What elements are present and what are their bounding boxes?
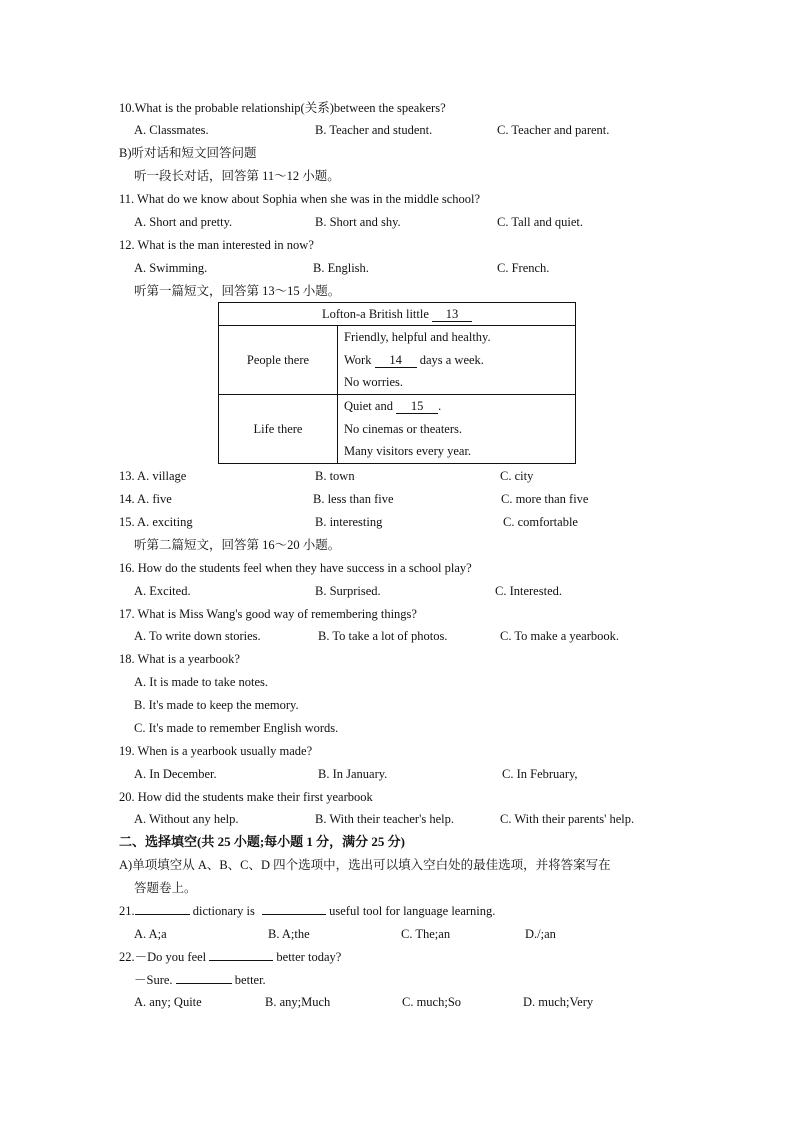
question-17-stem: 17. What is Miss Wang's good way of remembering things? xyxy=(119,607,417,621)
q12-option-c: C. French. xyxy=(497,261,550,275)
question-12-stem: 12. What is the man interested in now? xyxy=(119,238,314,252)
q22-option-d: D. much;Very xyxy=(523,995,594,1009)
q22-option-b: B. any;Much xyxy=(265,995,331,1009)
blank-13: 13 xyxy=(432,308,472,322)
q10-option-a: A. Classmates. xyxy=(134,123,209,137)
lofton-table xyxy=(218,302,576,464)
q21-option-b: B. A;the xyxy=(268,927,310,941)
q20-option-c: C. With their parents' help. xyxy=(500,812,635,826)
people-line-2-pre: Work xyxy=(344,352,375,367)
q14-option-b: B. less than five xyxy=(313,492,394,506)
question-20-stem: 20. How did the students make their first yearbook xyxy=(119,790,373,804)
q10-option-c: C. Teacher and parent. xyxy=(497,123,610,137)
q13-option-c: C. city xyxy=(500,469,534,483)
passage2-instruction: 听第二篇短文，回答第 16～20 小题。 xyxy=(134,538,341,552)
q20-option-a: A. Without any help. xyxy=(134,812,239,826)
q21-option-d: D./;an xyxy=(525,927,556,941)
q14-option-a: 14. A. five xyxy=(119,492,172,506)
q22-option-a: A. any; Quite xyxy=(134,995,202,1009)
q15-option-c: C. comfortable xyxy=(503,515,578,529)
q22-line1-pre: 22.－Do you feel xyxy=(119,950,210,964)
q21-number: 21. xyxy=(119,904,135,918)
blank-14: 14 xyxy=(375,354,417,368)
row-label-people: People there xyxy=(219,326,338,395)
q15-option-b: B. interesting xyxy=(315,515,383,529)
q22-option-c: C. much;So xyxy=(402,995,462,1009)
q16-option-a: A. Excited. xyxy=(134,584,191,598)
q12-option-b: B. English. xyxy=(313,261,369,275)
q10-option-b: B. Teacher and student. xyxy=(315,123,433,137)
q17-option-a: A. To write down stories. xyxy=(134,629,261,643)
q21-end: useful tool for language learning. xyxy=(326,904,496,918)
q21-blank-1 xyxy=(135,914,190,915)
question-16-stem: 16. How do the students feel when they have success in a school play? xyxy=(119,561,472,575)
q20-option-b: B. With their teacher's help. xyxy=(315,812,454,826)
q19-option-b: B. In January. xyxy=(318,767,388,781)
question-19-stem: 19. When is a yearbook usually made? xyxy=(119,744,313,758)
q15-option-a: 15. A. exciting xyxy=(119,515,193,529)
life-line-1-post: . xyxy=(438,399,442,414)
life-details xyxy=(338,395,576,464)
table-title xyxy=(219,303,576,326)
blank-15: 15 xyxy=(396,400,438,414)
question-18-stem: 18. What is a yearbook? xyxy=(119,652,240,666)
dialogue-instruction: 听一段长对话，回答第 11～12 小题。 xyxy=(134,169,340,183)
q18-option-b: B. It's made to keep the memory. xyxy=(134,698,299,712)
q11-option-c: C. Tall and quiet. xyxy=(497,215,584,229)
q11-option-a: A. Short and pretty. xyxy=(134,215,233,229)
question-11-stem: 11. What do we know about Sophia when she was in the middle school? xyxy=(119,192,481,206)
life-line-1 xyxy=(338,395,575,418)
q21-mid: dictionary is xyxy=(189,904,259,918)
q13-option-a: 13. A. village xyxy=(119,469,187,483)
part2-heading: 二、选择填空(共 25 小题;每小题 1 分，满分 25 分) xyxy=(119,834,405,849)
part2-instruction-line1: A)单项填空从 A、B、C、D 四个选项中，选出可以填入空白处的最佳选项，并将答案写在 xyxy=(119,858,611,872)
people-line-2-post: days a week. xyxy=(416,352,484,367)
question-10-stem: 10.What is the probable relationship(关系)between the speakers? xyxy=(119,101,446,115)
q19-option-a: A. In December. xyxy=(134,767,217,781)
q21-blank-2 xyxy=(262,914,326,915)
q22-line2-pre: －Sure. xyxy=(134,973,176,987)
question-21-stem xyxy=(119,903,495,919)
q21-option-a: A. A;a xyxy=(134,927,167,941)
people-line-2 xyxy=(338,349,575,372)
people-line-3: No worries. xyxy=(344,375,404,390)
q22-blank-2 xyxy=(176,983,232,984)
row-label-life: Life there xyxy=(219,395,338,464)
q16-option-c: C. Interested. xyxy=(495,584,562,598)
q21-option-c: C. The;an xyxy=(401,927,451,941)
passage1-instruction: 听第一篇短文，回答第 13～15 小题。 xyxy=(134,284,341,298)
question-22-line2 xyxy=(134,972,266,988)
q16-option-b: B. Surprised. xyxy=(315,584,381,598)
q13-option-b: B. town xyxy=(315,469,355,483)
q19-option-c: C. In February, xyxy=(502,767,578,781)
part2-instruction-line2: 答题卷上。 xyxy=(134,881,197,895)
q18-option-c: C. It's made to remember English words. xyxy=(134,721,339,735)
q17-option-b: B. To take a lot of photos. xyxy=(318,629,448,643)
section-b-heading: B)听对话和短文回答问题 xyxy=(119,146,257,160)
people-details xyxy=(338,326,576,395)
people-line-1: Friendly, helpful and healthy. xyxy=(344,330,491,345)
q12-option-a: A. Swimming. xyxy=(134,261,208,275)
q17-option-c: C. To make a yearbook. xyxy=(500,629,620,643)
life-line-2: No cinemas or theaters. xyxy=(344,421,463,436)
life-line-3: Many visitors every year. xyxy=(344,444,472,459)
q22-line2-post: better. xyxy=(231,973,266,987)
table-title-text: Lofton-a British little xyxy=(321,306,433,321)
question-22-line1 xyxy=(119,949,341,965)
life-line-1-pre: Quiet and xyxy=(344,399,397,414)
q18-option-a: A. It is made to take notes. xyxy=(134,675,268,689)
q11-option-b: B. Short and shy. xyxy=(315,215,401,229)
q14-option-c: C. more than five xyxy=(501,492,589,506)
q22-line1-post: better today? xyxy=(273,950,342,964)
q22-blank-1 xyxy=(209,960,273,961)
